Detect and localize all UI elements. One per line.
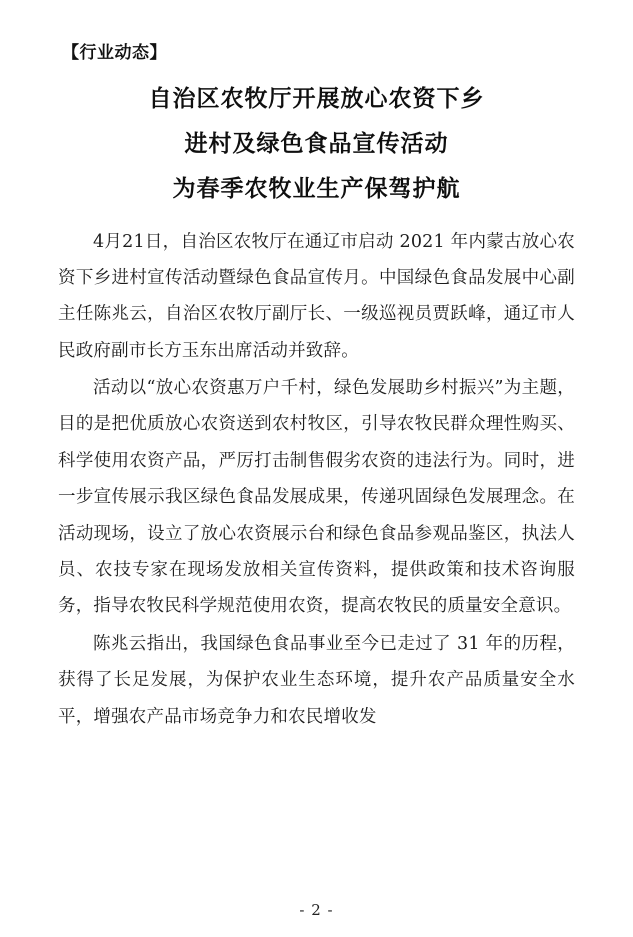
- title-line-2: 进村及绿色食品宣传活动: [184, 129, 449, 157]
- document-title: [58, 77, 575, 212]
- paragraph-1: 4月21日，自治区农牧厅在通辽市启动 2021 年内蒙古放心农资下乡进村宣传活动暨绿色食品宣传月。中国绿色食品发展中心副主任陈兆云，自治区农牧厅副厅长、一级巡视员贾跃峰，通辽市人民政府副市长方玉东出席活动并致辞。: [58, 231, 575, 361]
- page-number: - 2 -: [299, 901, 334, 919]
- title-line-3: 为春季农牧业生产保驾护航: [172, 174, 461, 202]
- title-line-1: 自治区农牧厅开展放心农资下乡: [148, 85, 485, 112]
- paragraph-3: 陈兆云指出，我国绿色食品事业至今已走过了 31 年的历程，获得了长足发展，为保护农业生态环境，提升农产品质量安全水平，增强农产品市场竞争力和农民增收发: [58, 633, 575, 727]
- category-tag: 【行业动态】: [62, 43, 167, 63]
- paragraph-2: 活动以“放心农资惠万户千村，绿色发展助乡村振兴”为主题，目的是把优质放心农资送到农村牧区，引导农牧民群众理性购买、科学使用农资产品，严厉打击制售假劣农资的违法行为。同时，进一步宣传展示我区绿色食品发展成果，传递巩固绿色发展理念。在活动现场，设立了放心农资展示台和绿色食品参观品鉴区，执法人员、农技专家在现场发放相关宣传资料，提供政策和技术咨询服务，指导农牧民科学规范使用农资，提高农牧民的质量安全意识。: [58, 378, 575, 617]
- document-body: [58, 224, 575, 735]
